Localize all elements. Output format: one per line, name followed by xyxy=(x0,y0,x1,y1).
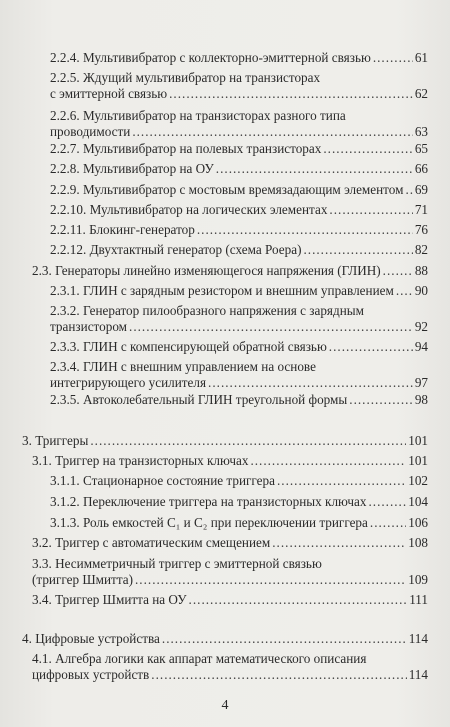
toc-entry-title: 3.1.1. Стационарное состояние триггера xyxy=(50,473,275,488)
toc-entry-2-2-4 xyxy=(50,50,428,66)
toc-entry-2-3-4 xyxy=(50,359,428,391)
toc-entry-title-line1: 3.3. Несимметричный триггер с эмиттерной связью xyxy=(32,556,322,571)
toc-entry-title-line2: (триггер Шмитта) xyxy=(32,572,133,587)
toc-entry-title: 2.3.1. ГЛИН с зарядным резистором и внешним управлением xyxy=(50,283,394,298)
toc-entry-2-2-8 xyxy=(50,161,428,177)
toc-entry-2-3 xyxy=(32,263,428,279)
toc-entry-3-1 xyxy=(32,453,428,469)
toc-entry-title-line1: 2.2.6. Мультивибратор на транзисторах разного типа xyxy=(50,108,346,123)
toc-entry-page: 82 xyxy=(414,242,428,257)
toc-leader-dots xyxy=(323,141,412,157)
toc-entry-page: 106 xyxy=(408,515,428,530)
toc-entry-2-2-12 xyxy=(50,242,428,258)
toc-entry-title: 3. Триггеры xyxy=(22,433,89,448)
toc-entry-title: 2.3.3. ГЛИН с компенсирующей обратной связью xyxy=(50,339,327,354)
toc-entry-3-4 xyxy=(32,592,428,608)
toc-entry-3-3 xyxy=(32,556,428,588)
toc-entry-title-line2: с эмиттерной связью xyxy=(50,86,168,101)
toc-entry-page: 94 xyxy=(414,339,428,354)
toc-entry-page: 76 xyxy=(414,222,428,237)
toc-leader-dots xyxy=(373,50,413,66)
toc-leader-dots xyxy=(277,473,406,489)
toc-entry-page: 108 xyxy=(408,535,428,550)
toc-leader-dots xyxy=(329,202,412,218)
toc-entry-page: 101 xyxy=(408,433,428,448)
toc-entry-2-3-5 xyxy=(50,392,428,408)
toc-leader-dots xyxy=(132,124,413,140)
page-number: 4 xyxy=(221,698,229,713)
toc-leader-dots xyxy=(329,339,413,355)
toc-entry-2-2-7 xyxy=(50,141,428,157)
toc-entry-title-line2: транзистором xyxy=(50,319,128,334)
toc-entry-2-3-3 xyxy=(50,339,428,355)
toc-entry-title-line1: 2.3.4. ГЛИН с внешним управлением на основе xyxy=(50,359,316,374)
toc-entry-3-1-2 xyxy=(50,494,428,510)
toc-leader-dots xyxy=(368,494,406,510)
toc-entry-2-3-2 xyxy=(50,303,428,335)
toc-leader-dots xyxy=(129,319,413,335)
toc-entry-title-line1: 4.1. Алгебра логики как аппарат математического описания xyxy=(32,651,367,666)
toc-entry-title: 3.1. Триггер на транзисторных ключах xyxy=(32,453,249,468)
toc-entry-page: 66 xyxy=(414,161,428,176)
toc-leader-dots xyxy=(405,182,412,198)
toc-leader-dots xyxy=(383,263,413,279)
toc-leader-dots xyxy=(90,433,406,449)
toc-leader-dots xyxy=(189,592,408,608)
toc-entry-title: 2.2.12. Двухтактный генератор (схема Роера) xyxy=(50,242,302,257)
toc-entry-title: 2.2.8. Мультивибратор на ОУ xyxy=(50,161,214,176)
toc-entry-page: 90 xyxy=(414,283,428,298)
toc-leader-dots xyxy=(349,392,413,408)
toc-leader-dots xyxy=(303,242,412,258)
toc-entry-page: 102 xyxy=(408,473,428,488)
toc-entry-2-2-11 xyxy=(50,222,428,238)
toc-leader-dots xyxy=(162,631,407,647)
toc-entry-4 xyxy=(22,631,428,647)
toc-entry-title: 3.1.2. Переключение триггера на транзисторных ключах xyxy=(50,494,367,509)
toc-leader-dots xyxy=(370,515,406,531)
toc-entry-2-2-5 xyxy=(50,70,428,102)
toc-entry-page: 111 xyxy=(409,592,428,607)
toc-leader-dots xyxy=(208,375,413,391)
toc-entry-title: 2.2.9. Мультивибратор с мостовым времязадающим элементом xyxy=(50,182,404,197)
toc-entry-title-line1: 2.3.2. Генератор пилообразного напряжения с зарядным xyxy=(50,303,364,318)
toc-entry-title: 2.3. Генераторы линейно изменяющегося напряжения (ГЛИН) xyxy=(32,263,381,278)
toc-entry-title: 3.1.3. Роль емкостей C₁ и C₂ при переключении триггера xyxy=(50,515,368,530)
toc-entry-title: 3.2. Триггер с автоматическим смещением xyxy=(32,535,271,550)
toc-entry-page: 69 xyxy=(414,182,428,197)
toc-entry-page: 62 xyxy=(414,86,428,101)
toc-entry-page: 61 xyxy=(414,50,428,65)
toc-leader-dots xyxy=(216,161,413,177)
toc-entry-page: 92 xyxy=(414,319,428,334)
toc-leader-dots xyxy=(169,86,413,102)
toc-entry-title: 3.4. Триггер Шмитта на ОУ xyxy=(32,592,187,607)
toc-leader-dots xyxy=(135,572,406,588)
toc-leader-dots xyxy=(197,222,413,238)
toc-entry-page: 63 xyxy=(414,124,428,139)
toc-leader-dots xyxy=(272,535,406,551)
toc-entry-title: 2.2.4. Мультивибратор с коллекторно-эмиттерной связью xyxy=(50,50,371,65)
toc-entry-2-2-6 xyxy=(50,108,428,140)
toc-entry-3-1-3 xyxy=(50,515,428,531)
toc-entry-4-1 xyxy=(32,651,428,683)
toc-leader-dots xyxy=(250,453,406,469)
toc-entry-title: 2.2.11. Блокинг-генератор xyxy=(50,222,195,237)
toc-entry-page: 97 xyxy=(414,375,428,390)
toc-entry-page: 114 xyxy=(408,667,428,682)
toc-entry-title: 4. Цифровые устройства xyxy=(22,631,160,646)
toc-entry-page: 65 xyxy=(414,141,428,156)
toc-entry-page: 114 xyxy=(408,631,428,646)
toc-entry-page: 101 xyxy=(408,453,428,468)
toc-leader-dots xyxy=(396,283,413,299)
toc-entry-title-line2: интегрирующего усилителя xyxy=(50,375,207,390)
toc-entry-title: 2.3.5. Автоколебательный ГЛИН треугольной формы xyxy=(50,392,348,407)
toc-entry-page: 71 xyxy=(414,202,428,217)
toc-entry-2-2-10 xyxy=(50,202,428,218)
toc-entry-3-1-1 xyxy=(50,473,428,489)
toc-entry-title: 2.2.10. Мультивибратор на логических элементах xyxy=(50,202,328,217)
toc-entry-title-line2: проводимости xyxy=(50,124,131,139)
toc-entry-page: 98 xyxy=(414,392,428,407)
toc-entry-title-line2: цифровых устройств xyxy=(32,667,150,682)
toc-entry-page: 104 xyxy=(408,494,428,509)
toc-entry-2-2-9 xyxy=(50,182,428,198)
toc-entry-3-2 xyxy=(32,535,428,551)
toc-entry-page: 109 xyxy=(408,572,428,587)
toc-entry-title-line1: 2.2.5. Ждущий мультивибратор на транзисторах xyxy=(50,70,321,85)
toc-entry-page: 88 xyxy=(414,263,428,278)
toc-entry-title: 2.2.7. Мультивибратор на полевых транзисторах xyxy=(50,141,322,156)
toc-entry-2-3-1 xyxy=(50,283,428,299)
toc-leader-dots xyxy=(151,667,406,683)
toc-entry-3 xyxy=(22,433,428,449)
